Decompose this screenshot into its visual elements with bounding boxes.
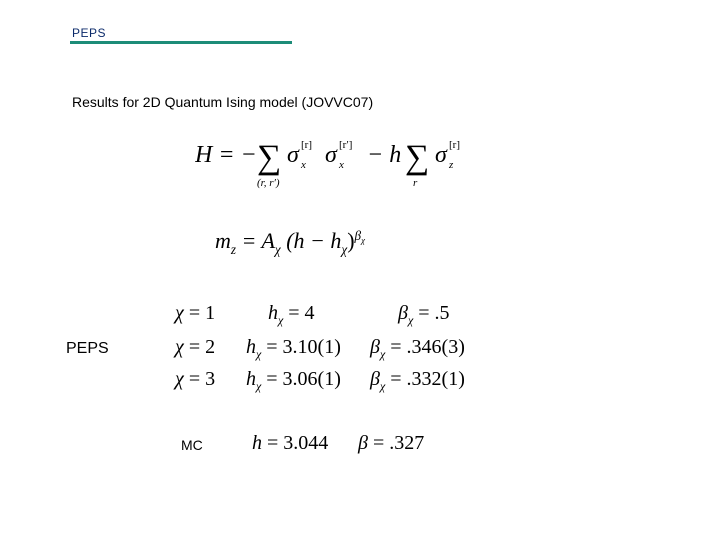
slide-title: Results for 2D Quantum Ising model (JOVVC07) — [72, 94, 374, 110]
sigma-x-1: σ — [287, 142, 299, 168]
h-cell: $h_\chi = 4$ — [268, 302, 315, 328]
chi-cell: χ = 3 — [175, 368, 216, 390]
sum2-subscript: r — [413, 177, 418, 189]
hamiltonian-lhs: H = − — [195, 142, 257, 168]
sum1-subscript: (r, r′) — [257, 177, 280, 189]
A-sub: χ — [274, 241, 281, 257]
beta-cell: $\beta_\chi = .5$ — [398, 302, 450, 328]
paren-close: ) — [347, 228, 355, 253]
mc-h-value: h = 3.044 — [252, 432, 329, 454]
order-parameter-equation — [215, 228, 365, 257]
minus-h: − h — [367, 142, 402, 168]
h-cell: $h_\chi = 3.10(1)$ — [246, 336, 341, 362]
sigma-z-sup: [r] — [449, 139, 460, 151]
sigma-x-2: σ — [325, 142, 337, 168]
m-symbol: m — [215, 228, 231, 253]
chi-cell: χ = 1 — [175, 302, 216, 324]
sigma-z: σ — [435, 142, 447, 168]
sigma-x-1-sub: x — [301, 159, 306, 171]
eq-A: = A — [236, 228, 275, 253]
exponent-sub: χ — [361, 234, 365, 245]
header-rule — [70, 41, 292, 44]
header-title: PEPS — [72, 26, 107, 40]
sigma-z-sub: z — [449, 159, 454, 171]
m-sub: z — [230, 241, 237, 257]
h-sub: χ — [341, 241, 348, 257]
mc-beta-value: β = .327 — [358, 432, 425, 454]
sigma-x-2-sup: [r′] — [339, 139, 353, 151]
peps-label: PEPS — [66, 340, 109, 357]
beta-cell: $\beta_\chi = .346(3)$ — [370, 336, 465, 362]
sum-symbol-1: ∑ — [257, 139, 282, 176]
sigma-x-1-sup: [r] — [301, 139, 312, 151]
hamiltonian-equation — [195, 130, 485, 190]
chi-cell: χ = 2 — [175, 336, 216, 358]
beta-cell: $\beta_\chi = .332(1)$ — [370, 368, 465, 394]
sum-symbol-2: ∑ — [405, 139, 430, 176]
exponent-beta: β — [354, 228, 362, 244]
h-cell: $h_\chi = 3.06(1)$ — [246, 368, 341, 394]
mc-label: MC — [181, 437, 203, 453]
paren-open: (h − h — [280, 228, 342, 253]
sigma-x-2-sub: x — [339, 159, 344, 171]
